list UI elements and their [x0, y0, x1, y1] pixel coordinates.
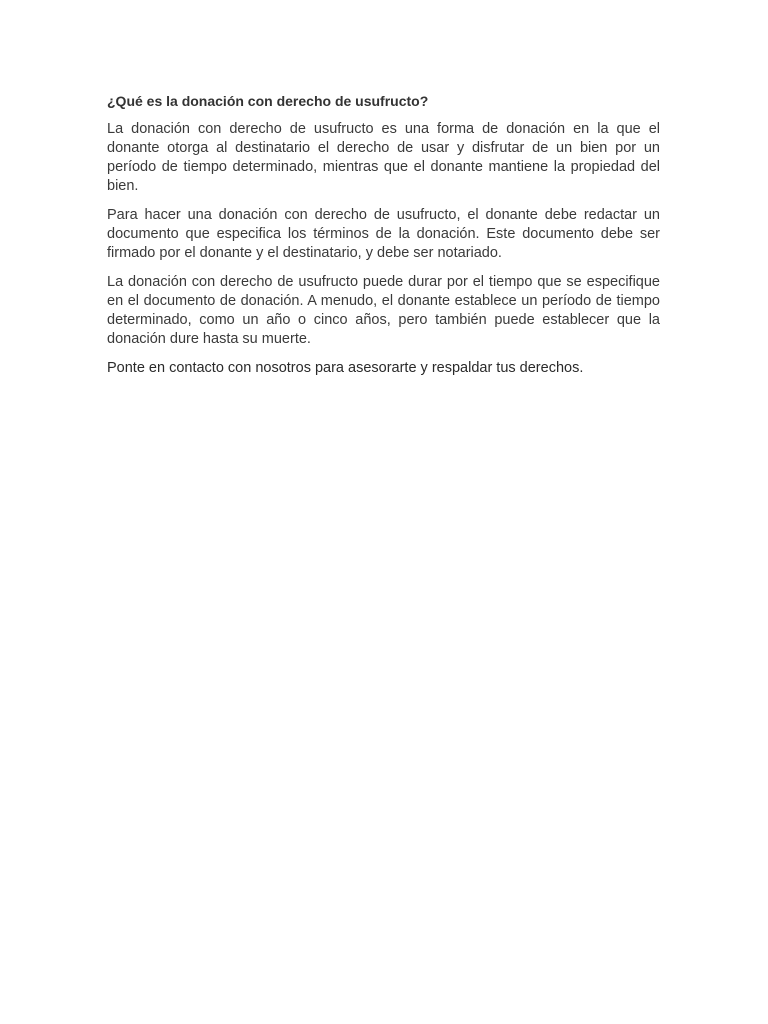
paragraph-definition: La donación con derecho de usufructo es una forma de donación en la que el donante otorga al destinatario el derecho de usar y disfrutar de un bien por un período de tiempo determinado, mientras que el donante mantiene la propiedad del bien. — [107, 121, 660, 194]
paragraph-procedure: Para hacer una donación con derecho de usufructo, el donante debe redactar un documento que especifica los términos de la donación. Este documento debe ser firmado por el donante y el destinatario, y debe ser notariado. — [107, 207, 660, 261]
paragraph-contact: Ponte en contacto con nosotros para asesorarte y respaldar tus derechos. — [107, 360, 584, 376]
document-body — [107, 92, 660, 388]
document-title: ¿Qué es la donación con derecho de usufructo? — [107, 93, 429, 109]
paragraph-duration: La donación con derecho de usufructo puede durar por el tiempo que se especifique en el documento de donación. A menudo, el donante establece un período de tiempo determinado, como un año o cinco años, pero también puede establecer que la donación dure hasta su muerte. — [107, 274, 660, 347]
